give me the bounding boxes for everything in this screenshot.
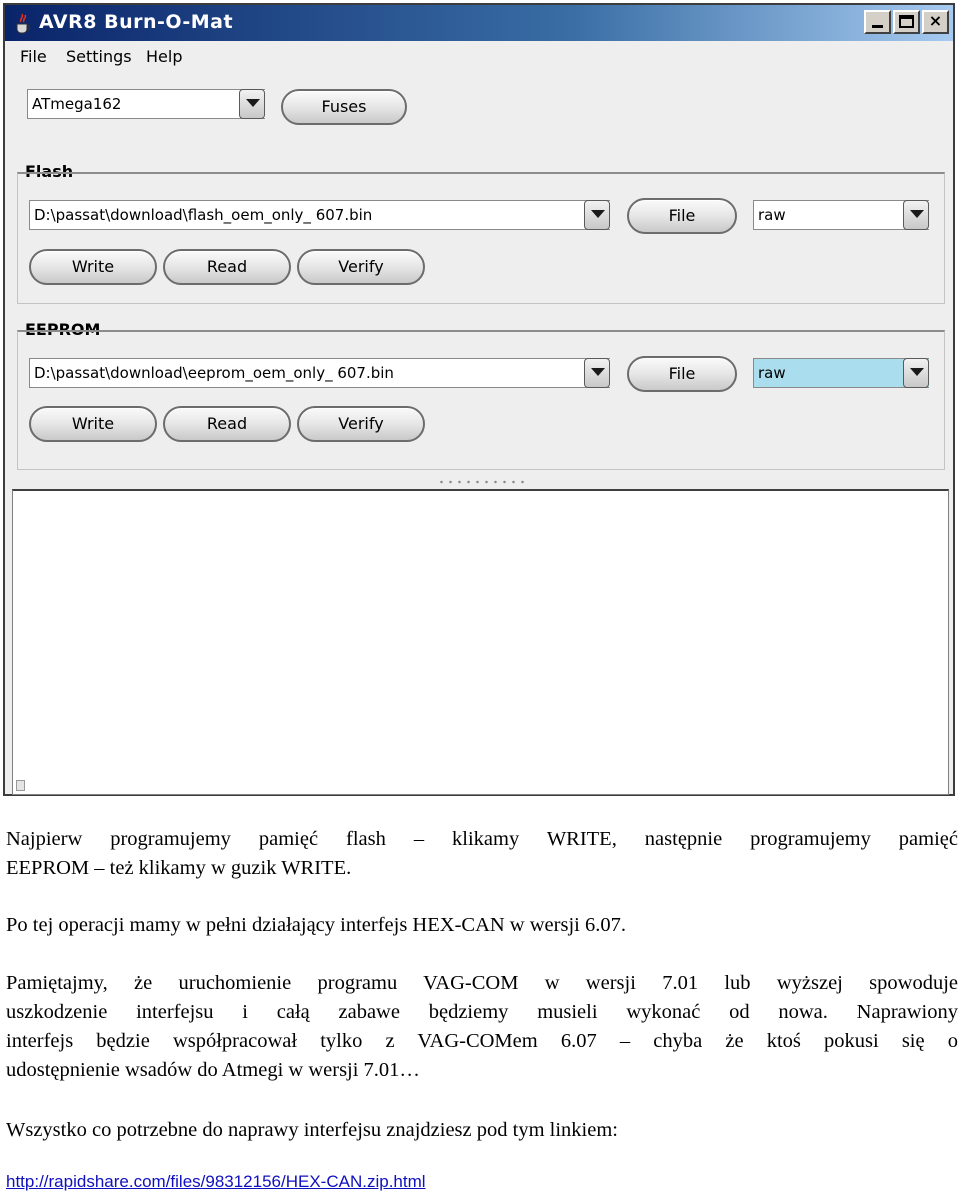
eeprom-group [17,330,945,470]
output-log[interactable] [12,489,949,795]
paragraph-1-line-2: EEPROM – też klikamy w guzik WRITE. [6,857,352,879]
menu-bar [5,41,953,71]
close-icon: × [928,11,943,30]
flash-verify-button[interactable]: Verify [297,249,425,285]
app-window [3,3,955,796]
flash-write-button[interactable]: Write [29,249,157,285]
eeprom-file-path[interactable] [29,358,610,388]
paragraph-1-line-1: Najpierw programujemy pamięć flash – klikamy WRITE, następnie programujemy pamięć [6,828,958,850]
eeprom-verify-button[interactable]: Verify [297,406,425,442]
chevron-down-icon[interactable] [584,200,610,230]
flash-file-path[interactable] [29,200,610,230]
paragraph-3 [6,969,958,1085]
eeprom-read-button[interactable]: Read [163,406,291,442]
flash-file-path-value: D:\passat\download\flash_oem_only_ 607.bin [34,206,373,224]
split-pane-divider[interactable] [437,479,527,485]
flash-format-select[interactable] [753,200,929,230]
menu-settings[interactable]: Settings [66,47,132,66]
title-bar[interactable] [5,5,953,41]
menu-help[interactable]: Help [146,47,183,66]
paragraph-4-line-1: Wszystko co potrzebne do naprawy interfejsu znajdziesz pod tym linkiem: [6,1119,618,1141]
paragraph-2-line-1: Po tej operacji mamy w pełni działający interfejs HEX-CAN w wersji 6.07. [6,914,626,936]
eeprom-file-button[interactable]: File [627,356,737,392]
flash-group-title: Flash [25,162,74,181]
paragraph-3-line-3: interfejs będzie współpracował tylko z VAG-COMem 6.07 – chyba że ktoś pokusi się o [6,1030,958,1052]
paragraph-1 [6,825,958,883]
window-title: AVR8 Burn-O-Mat [39,11,234,33]
close-button[interactable] [922,10,949,34]
paragraph-3-line-2: uszkodzenie interfejsu i całą zabawe będziemy musieli wykonać od nowa. Naprawiony [6,1001,958,1023]
device-select-value: ATmega162 [32,95,122,113]
chevron-down-icon[interactable] [903,200,929,230]
paragraph-2 [6,911,958,940]
eeprom-file-path-value: D:\passat\download\eeprom_oem_only_ 607.bin [34,364,394,382]
download-link[interactable]: http://rapidshare.com/files/98312156/HEX-CAN.zip.html [6,1172,426,1191]
eeprom-format-select[interactable] [753,358,929,388]
maximize-icon [899,15,914,28]
paragraph-3-line-1: Pamiętajmy, że uruchomienie programu VAG-COM w wersji 7.01 lub wyższej spowoduje [6,972,958,994]
fuses-button[interactable]: Fuses [281,89,407,125]
flash-read-button[interactable]: Read [163,249,291,285]
chevron-down-icon[interactable] [239,89,265,119]
eeprom-group-title: EEPROM [25,320,101,339]
menu-file[interactable]: File [20,47,47,66]
minimize-icon [872,25,883,28]
eeprom-format-value: raw [758,364,786,382]
java-cup-icon [13,12,33,34]
minimize-button[interactable] [864,10,891,34]
device-select[interactable] [27,89,265,119]
lock-icon [16,780,25,791]
eeprom-write-button[interactable]: Write [29,406,157,442]
flash-file-button[interactable]: File [627,198,737,234]
chevron-down-icon[interactable] [903,358,929,388]
paragraph-3-line-4: udostępnienie wsadów do Atmegi w wersji 7.01… [6,1059,420,1081]
flash-group [17,172,945,304]
flash-format-value: raw [758,206,786,224]
chevron-down-icon[interactable] [584,358,610,388]
maximize-button[interactable] [893,10,920,34]
paragraph-4 [6,1116,958,1145]
